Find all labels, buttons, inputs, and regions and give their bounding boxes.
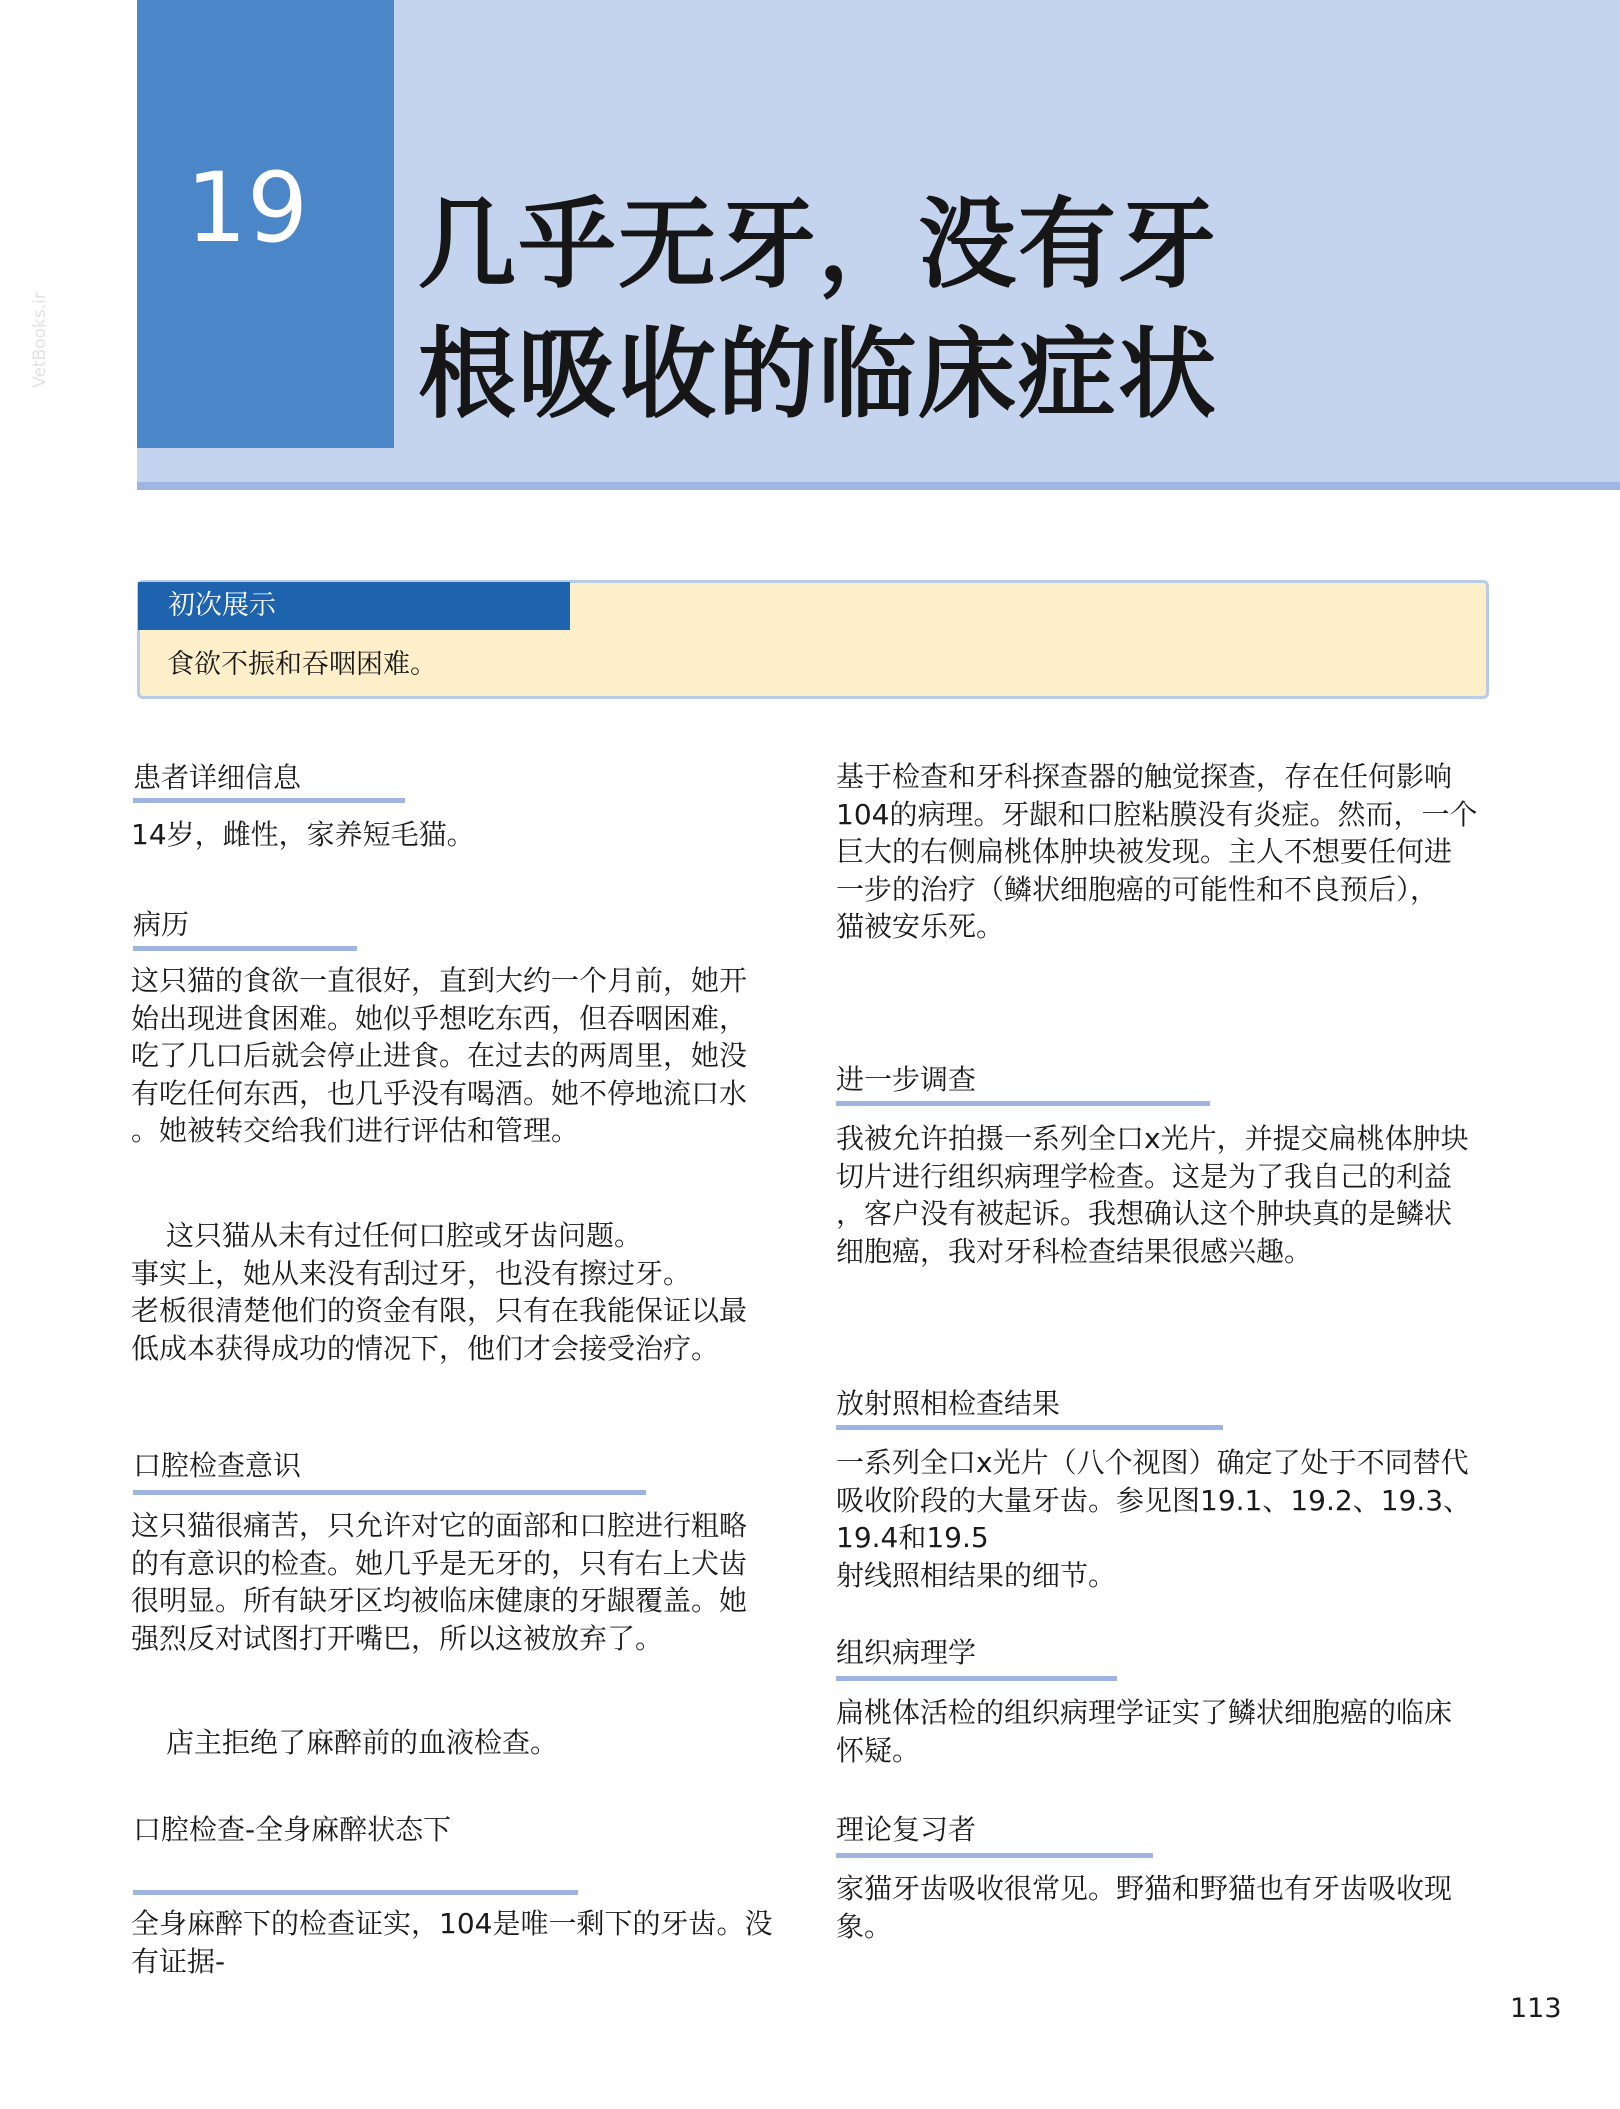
heading-history: 病历 [133,908,190,941]
heading-underline [133,1890,578,1895]
page-number: 113 [1510,1993,1562,2024]
text-line: 事实上，她从来没有刮过牙，也没有擦过牙。 [131,1256,692,1290]
text-line: 一系列全口x光片（八个视图）确定了处于不同替代 [836,1446,1469,1479]
heading-theory-refresher: 理论复习者 [836,1813,977,1846]
blood-test-note: 店主拒绝了麻醉前的血液检查。 [166,1726,559,1759]
text-line: 家猫牙齿吸收很常见。野猫和野猫也有牙齿吸收现 [836,1872,1453,1905]
heading-further-investigation: 进一步调查 [836,1063,977,1096]
heading-histopathology: 组织病理学 [836,1636,977,1669]
text-line: 猫被安乐死。 [836,910,1005,943]
text-line: 巨大的右侧扁桃体肿块被发现。主人不想要任何进 [836,835,1453,868]
chapter-title-line-2: 根吸收的临床症状 [418,318,1219,432]
oral-exam-anesthesia-text [131,1905,791,1980]
text-line: 的有意识的检查。她几乎是无牙的，只有右上犬齿 [131,1546,748,1580]
heading-underline [836,1101,1210,1106]
text-line: 切片进行组织病理学检查。这是为了我自己的利益 [836,1159,1453,1193]
heading-radiographic-findings: 放射照相检查结果 [836,1387,1061,1420]
heading-oral-exam-anesthesia: 口腔检查-全身麻醉状态下 [133,1813,452,1846]
text-line: 低成本获得成功的情况下，他们才会接受治疗。 [131,1331,720,1365]
heading-underline [836,1853,1153,1858]
text-line: 怀疑。 [836,1733,921,1767]
text-line: 这只猫的食欲一直很好，直到大约一个月前，她开 [131,964,748,997]
watermark: VetBooks.ir [30,292,50,388]
text-line: 有吃任何东西，也几乎没有喝酒。她不停地流口水 [131,1076,748,1110]
text-line: 这只猫从未有过任何口腔或牙齿问题。 [166,1219,643,1252]
heading-underline [836,1425,1223,1430]
text-line: 。她被转交给我们进行评估和管理。 [131,1114,580,1147]
text-line: 这只猫很痛苦，只允许对它的面部和口腔进行粗略 [131,1509,748,1542]
text-line: 象。 [836,1909,893,1943]
text-line: 很明显。所有缺牙区均被临床健康的牙龈覆盖。她 [131,1584,748,1617]
text-line: 始出现进食困难。她似乎想吃东西，但吞咽困难， [131,1001,748,1035]
chapter-number: 19 [185,152,309,264]
text-line: 一步的治疗（鳞状细胞癌的可能性和不良预后）， [836,872,1439,906]
history-paragraph-1 [131,962,791,1150]
text-line: 有证据- [131,1944,226,1978]
heading-underline [133,798,405,803]
presentation-label: 初次展示 [138,582,570,630]
text-line: 全身麻醉下的检查证实，104是唯一剩下的牙齿。没 [131,1907,773,1940]
text-line: 吃了几口后就会停止进食。在过去的两周里，她没 [131,1039,748,1072]
heading-underline [836,1676,1117,1681]
text-line: 吸收阶段的大量牙齿。参见图19.1、19.2、19.3、 [836,1483,1472,1517]
text-line: 强烈反对试图打开嘴巴，所以这被放弃了。 [131,1621,664,1655]
text-line: 老板很清楚他们的资金有限，只有在我能保证以最 [131,1294,748,1327]
patient-details-text: 14岁，雌性，家养短毛猫。 [131,818,475,851]
text-line: 射线照相结果的细节。 [836,1558,1117,1592]
theory-refresher-text [836,1870,1496,1945]
histopathology-text [836,1694,1496,1769]
text-line: 我被允许拍摄一系列全口x光片，并提交扁桃体肿块 [836,1122,1469,1155]
further-investigation-text [836,1120,1496,1270]
heading-patient-details: 患者详细信息 [133,761,302,794]
text-line: ，客户没有被起诉。我想确认这个肿块真的是鳞状 [836,1197,1453,1230]
presentation-text: 食欲不振和吞咽困难。 [167,649,437,680]
text-line: 19.4和19.5 [836,1521,989,1554]
text-line: 104的病理。牙龈和口腔粘膜没有炎症。然而，一个 [836,797,1478,831]
continuation-text [836,758,1496,946]
chapter-title-line-1: 几乎无牙，没有牙 [418,188,1219,302]
oral-exam-conscious-text [131,1507,791,1657]
chapter-title [418,180,1318,440]
heading-underline [133,1490,646,1495]
heading-underline [133,946,357,951]
header-underline [137,482,1620,490]
radiographic-findings-text [836,1444,1496,1594]
history-paragraph-2 [131,1217,791,1367]
text-line: 扁桃体活检的组织病理学证实了鳞状细胞癌的临床 [836,1696,1453,1729]
text-line: 细胞癌，我对牙科检查结果很感兴趣。 [836,1234,1313,1268]
heading-oral-exam-conscious: 口腔检查意识 [133,1449,302,1482]
text-line: 基于检查和牙科探查器的触觉探查，存在任何影响 [836,760,1453,793]
